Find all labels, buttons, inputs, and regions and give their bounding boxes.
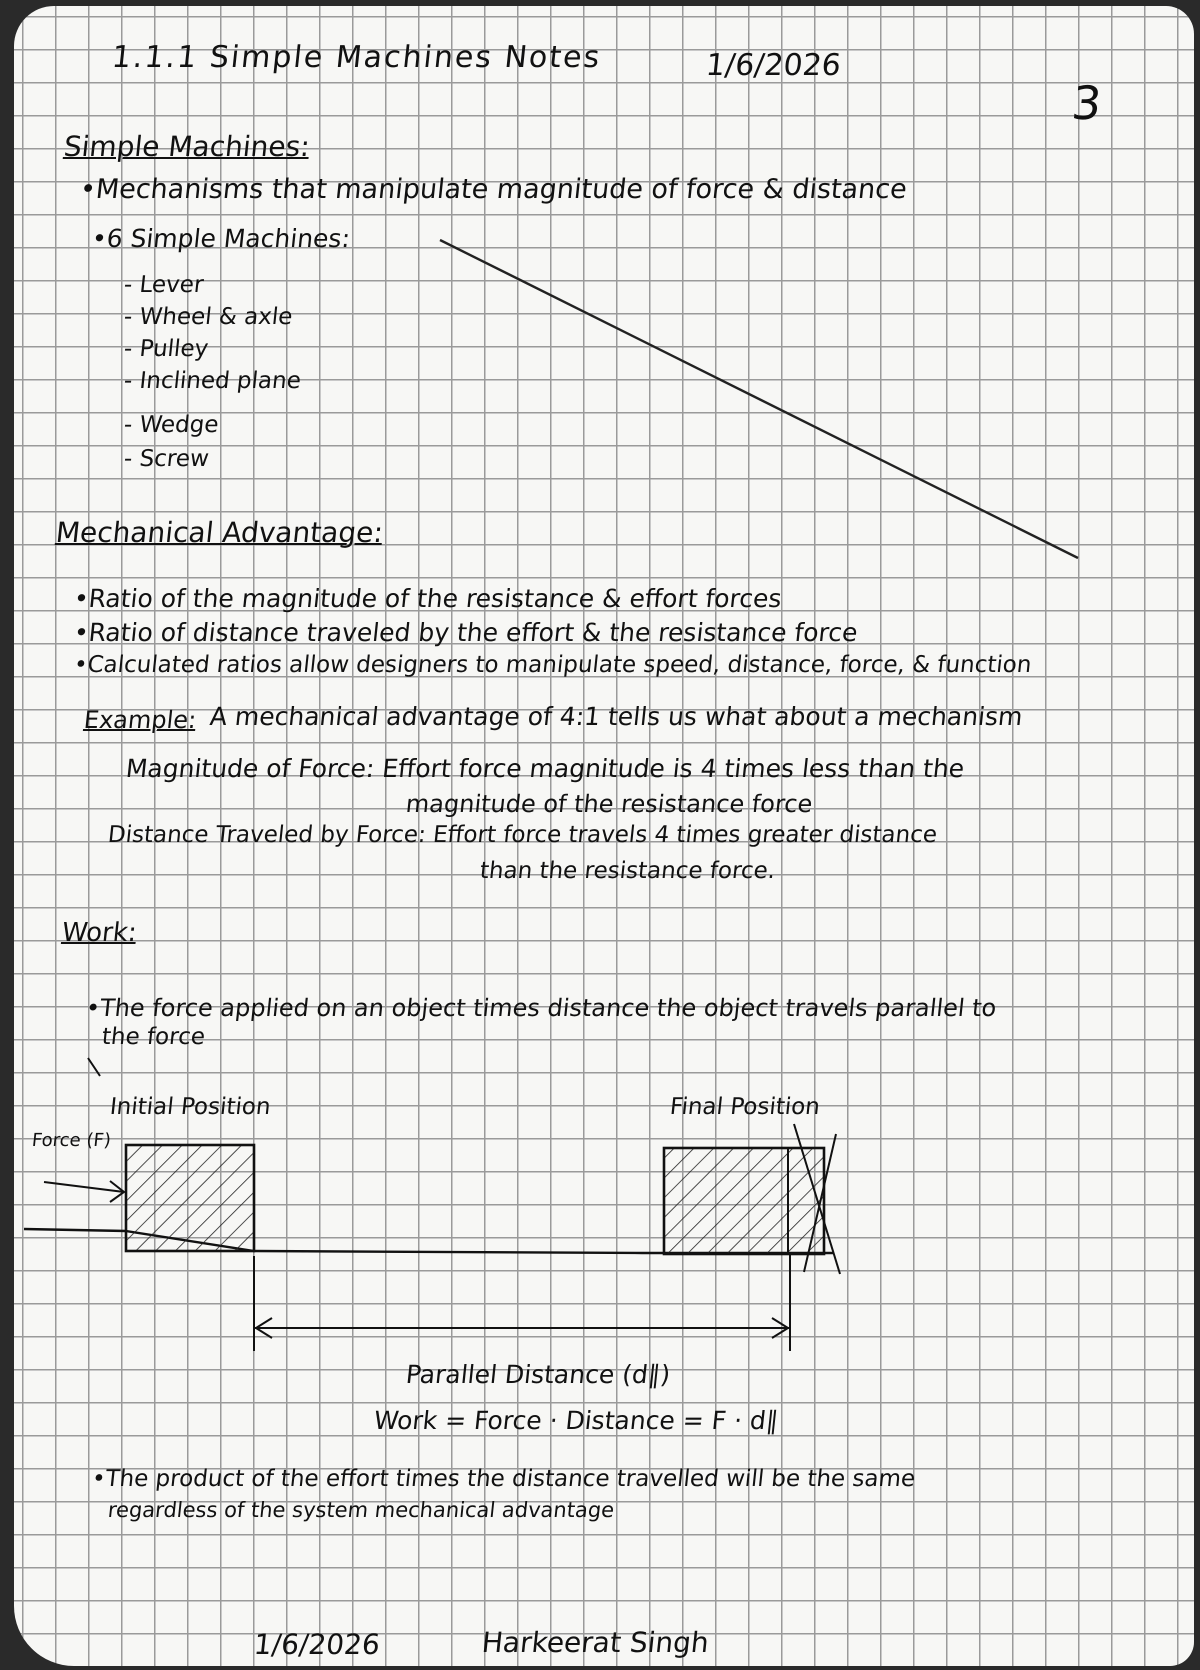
example-text: A mechanical advantage of 4:1 tells us what about a mechanism [208, 702, 1025, 731]
work-final-line-2: regardless of the system mechanical advantage [106, 1498, 616, 1522]
page-title: 1.1.1 Simple Machines Notes [110, 40, 604, 75]
magnitude-line-2: magnitude of the resistance force [404, 790, 814, 818]
distance-label: Parallel Distance (d∥) [404, 1360, 672, 1389]
ma-bullet: •Ratio of distance traveled by the effort & the resistance force [72, 618, 860, 647]
mechanical-advantage-heading: Mechanical Advantage: [54, 516, 385, 549]
ma-bullet: •Calculated ratios allow designers to manipulate speed, distance, force, & function [72, 652, 1033, 678]
work-final-line-1: •The product of the effort times the distance travelled will be the same [90, 1466, 917, 1492]
notebook-page [14, 6, 1194, 1666]
machine-list-item: - Wedge [122, 412, 220, 438]
final-block [664, 1148, 824, 1254]
example-label: Example: [82, 706, 198, 734]
simple-machines-heading: Simple Machines: [62, 130, 312, 163]
machine-list-item: - Inclined plane [122, 368, 303, 394]
machine-list-item: - Pulley [122, 336, 210, 362]
work-bullet-line-2: the force [100, 1024, 207, 1050]
footer-date: 1/6/2026 [252, 1628, 382, 1661]
force-label: Force (F) [30, 1130, 112, 1151]
magnitude-line-1: Magnitude of Force: Effort force magnitude is 4 times less than the [124, 754, 966, 783]
distance-line-1: Distance Traveled by Force: Effort force travels 4 times greater distance [106, 822, 939, 848]
diagonal-stroke [440, 240, 1078, 558]
machine-list-item: - Screw [122, 446, 211, 472]
distance-line-2: than the resistance force. [478, 858, 777, 884]
initial-position-label: Initial Position [108, 1094, 272, 1120]
simple-machines-bullet-1: •Mechanisms that manipulate magnitude of force & distance [78, 174, 909, 205]
work-formula: Work = Force · Distance = F · d∥ [372, 1406, 780, 1435]
header-date: 1/6/2026 [704, 48, 843, 83]
signature: Harkeerat Singh [480, 1626, 711, 1659]
work-heading: Work: [60, 918, 139, 948]
simple-machines-bullet-2: •6 Simple Machines: [90, 224, 352, 253]
initial-block [126, 1145, 254, 1251]
machine-list-item: - Lever [122, 272, 205, 298]
ma-bullet: •Ratio of the magnitude of the resistance & effort forces [72, 584, 784, 613]
machine-list-item: - Wheel & axle [122, 304, 294, 330]
work-bullet-line-1: •The force applied on an object times distance the object travels parallel to [84, 994, 998, 1022]
final-position-label: Final Position [668, 1094, 822, 1120]
page-number: 3 [1069, 76, 1105, 130]
